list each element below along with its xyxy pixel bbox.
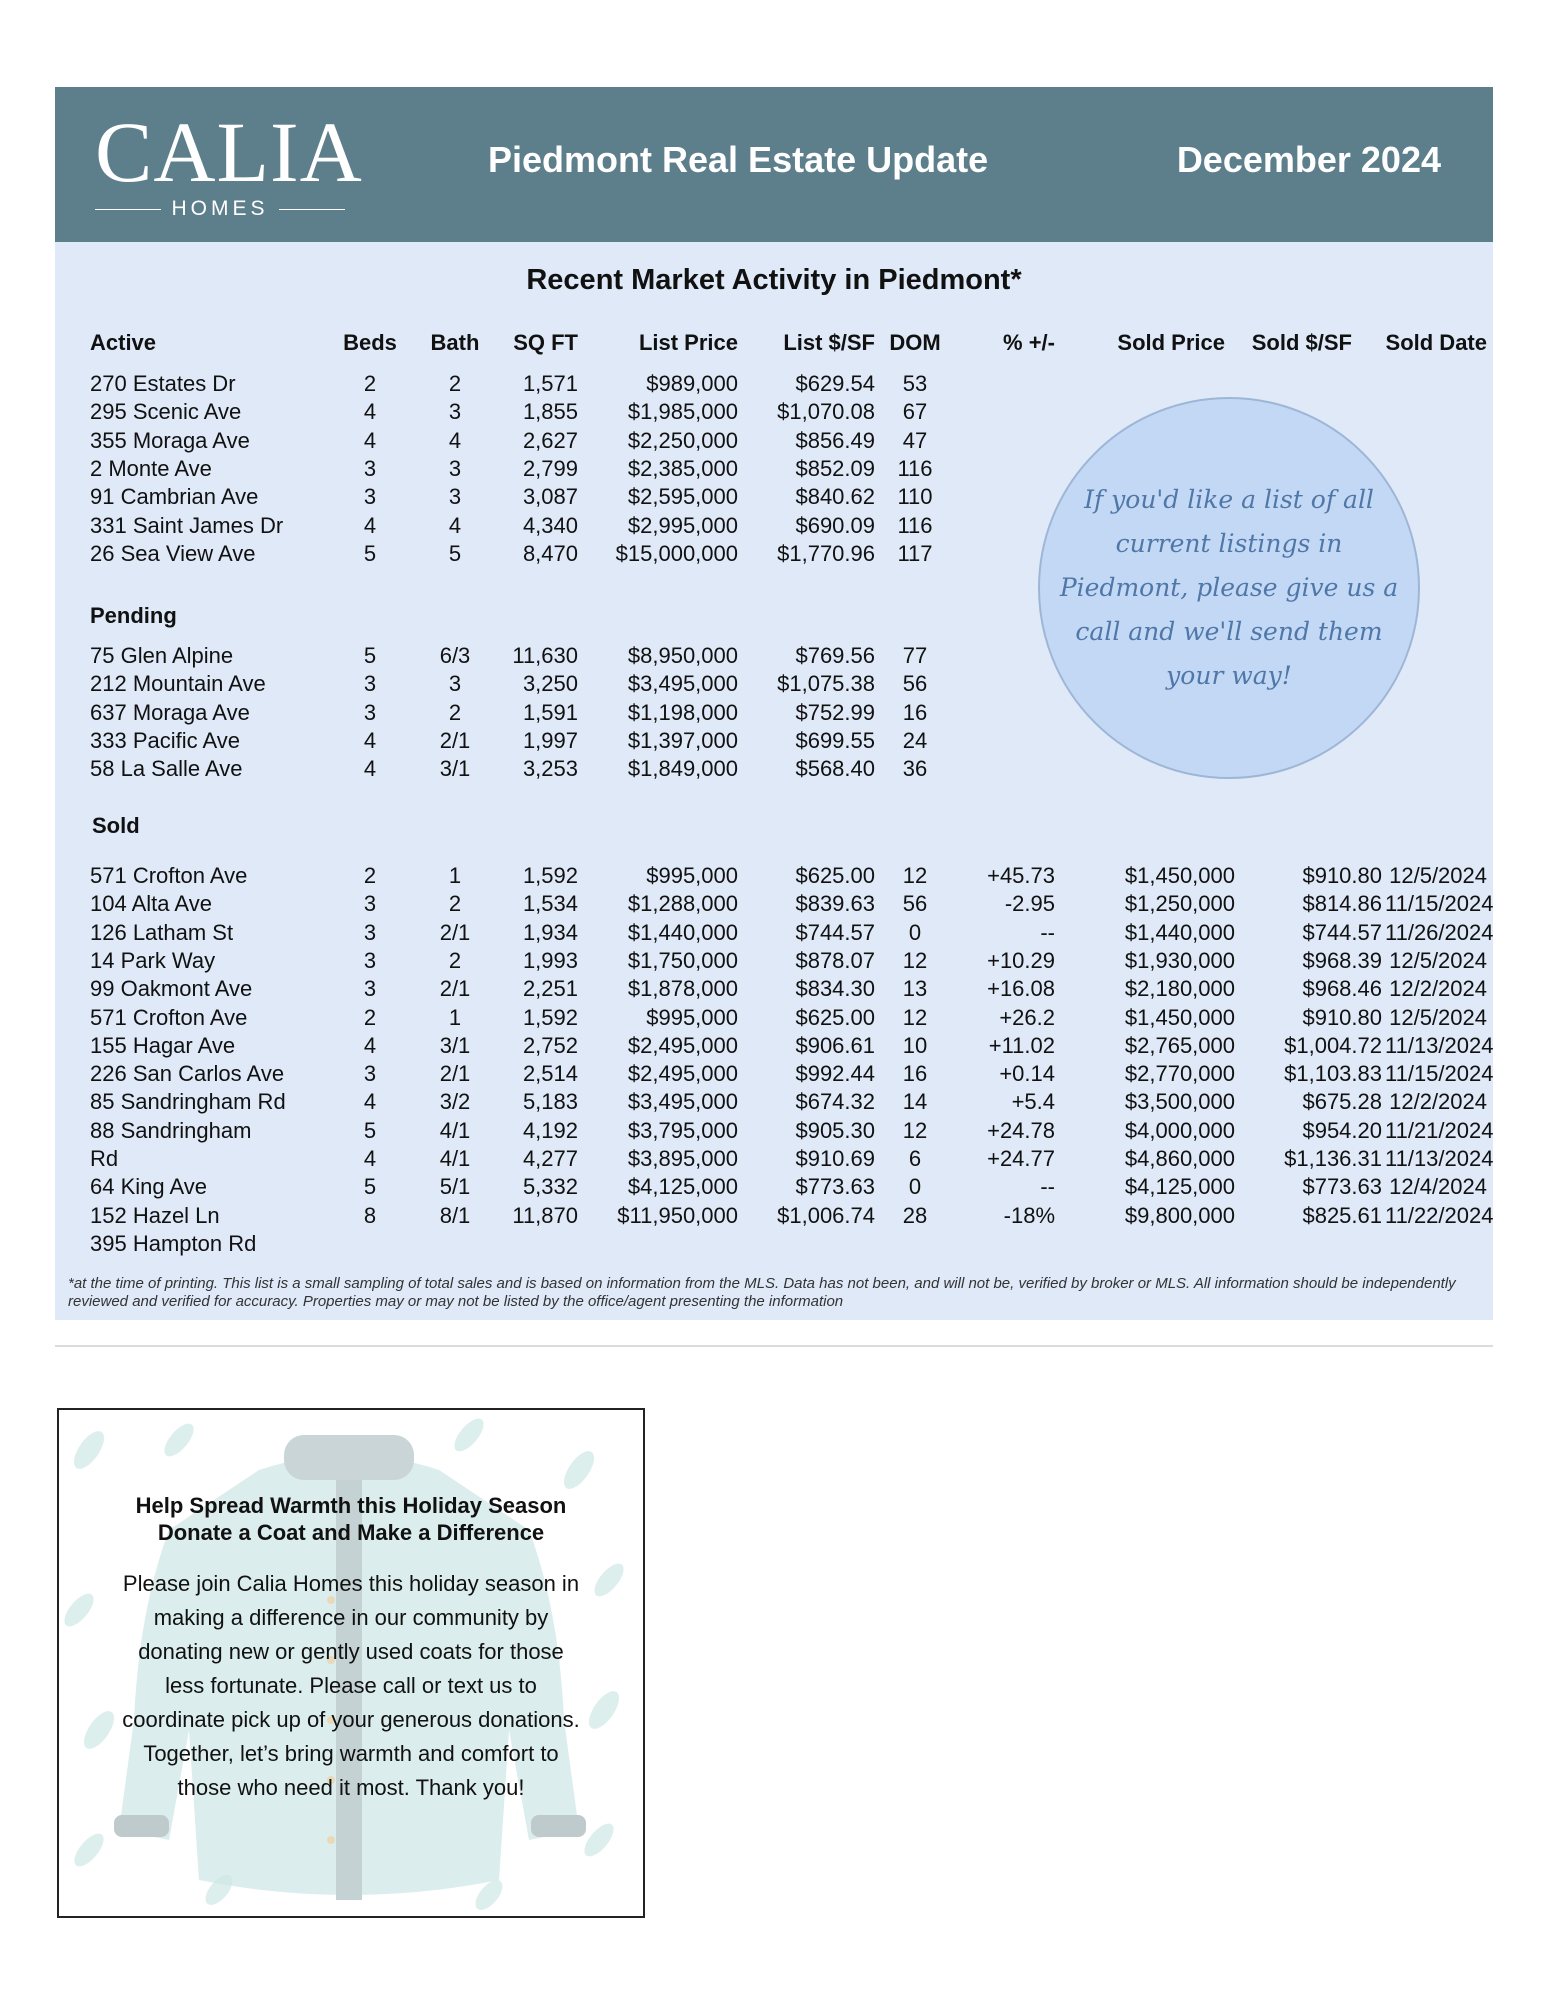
sold-row-pct: +16.08 [987, 976, 1055, 1002]
active-row-beds: 4 [363, 427, 377, 453]
column-header-pct: % +/- [1003, 330, 1055, 355]
sold-row-dom: 12 [902, 947, 928, 973]
column-header-sold-price: Sold Price [1117, 330, 1225, 355]
active-row-bath: 3 [448, 455, 462, 481]
pending-row-bath: 2/1 [439, 727, 471, 753]
sold-row-list-price: $11,950,000 [617, 1202, 738, 1228]
sold-row-bath: 3/2 [439, 1089, 471, 1115]
column-header-beds: Beds [343, 330, 397, 355]
logo-subtitle: HOMES [171, 197, 269, 220]
column-header-sqft: SQ FT [513, 330, 578, 355]
active-row-list-psf: $1,070.08 [777, 399, 875, 425]
pending-row-dom: 77 [902, 643, 928, 668]
sold-row-pct: -- [1040, 1174, 1055, 1200]
sold-row-beds: 5 [363, 1174, 377, 1200]
pending-row-address: 333 Pacific Ave [90, 727, 241, 753]
pending-row-sqft: 11,630 [512, 643, 578, 668]
active-row-sqft: 2,627 [522, 427, 578, 453]
sold-row-sold-psf: $910.80 [1302, 1004, 1382, 1030]
sold-row-list-psf: $906.61 [795, 1032, 875, 1058]
active-row-beds: 4 [363, 399, 377, 425]
sold-row-bath: 2/1 [439, 919, 471, 945]
pending-row-list-price: $1,198,000 [627, 699, 738, 725]
sold-row-pct: -2.95 [1004, 891, 1055, 917]
active-row-list-price: $2,995,000 [627, 512, 738, 538]
sold-row-address: 155 Hagar Ave [90, 1032, 236, 1058]
active-row-address: 26 Sea View Ave [90, 540, 256, 566]
column-header-name: Active [90, 330, 157, 355]
sold-row-address: 571 Crofton Ave [90, 1004, 248, 1030]
sold-label: Sold [92, 813, 140, 838]
sold-row-sold-price: $1,930,000 [1124, 947, 1235, 973]
sold-row-sold-date: 12/4/2024 [1389, 1174, 1487, 1200]
sold-row-bath: 1 [448, 1004, 462, 1030]
sold-row-address: 99 Oakmont Ave [90, 976, 253, 1002]
active-row-address: 331 Saint James Dr [90, 512, 284, 538]
sold-row-list-price: $1,288,000 [627, 891, 738, 917]
sold-row-sqft: 1,534 [522, 891, 578, 917]
sold-row-beds: 8 [363, 1202, 377, 1228]
sold-row-sqft: 1,934 [522, 919, 578, 945]
sold-row-sold-psf: $825.61 [1302, 1202, 1382, 1228]
active-row-bath: 4 [448, 512, 462, 538]
sold-row-sold-price: $1,440,000 [1124, 919, 1235, 945]
sold-row-sold-price: $4,125,000 [1124, 1174, 1235, 1200]
sold-row-sold-price: $3,500,000 [1124, 1089, 1235, 1115]
pending-row-sqft: 3,250 [522, 671, 578, 697]
active-row-address: 2 Monte Ave [90, 455, 212, 481]
sold-row-beds: 4 [363, 1089, 377, 1115]
pending-row-address: 212 Mountain Ave [90, 671, 266, 697]
active-row-sqft: 4,340 [522, 512, 578, 538]
active-row-dom: 67 [902, 399, 928, 425]
sold-row-bath: 8/1 [439, 1202, 471, 1228]
pending-row-beds: 3 [363, 699, 377, 725]
section-title: Recent Market Activity in Piedmont* [526, 264, 1022, 296]
pending-row-dom: 56 [902, 671, 928, 697]
sold-row-list-price: $2,495,000 [627, 1061, 738, 1087]
pending-row-beds: 4 [363, 727, 377, 753]
sold-row-address: 88 Sandringham [90, 1117, 252, 1143]
sold-row-dom: 14 [902, 1089, 928, 1115]
sold-row-list-psf: $992.44 [795, 1061, 875, 1087]
sold-row-beds: 3 [363, 976, 377, 1002]
active-row-bath: 4 [448, 427, 462, 453]
active-row-list-price: $15,000,000 [615, 540, 738, 566]
active-row-address: 355 Moraga Ave [90, 427, 250, 453]
sold-row-sold-date: 11/13/2024 [1385, 1032, 1494, 1058]
sold-row-list-price: $1,878,000 [627, 976, 738, 1002]
column-header-sold-psf: Sold $/SF [1251, 330, 1352, 355]
sold-row-list-psf: $1,006.74 [777, 1202, 875, 1228]
pending-row-address: 75 Glen Alpine [90, 643, 234, 668]
active-row-list-psf: $840.62 [795, 484, 875, 510]
sold-row-sold-date: 11/15/2024 [1385, 891, 1494, 917]
sold-row-sold-price: $4,000,000 [1124, 1117, 1235, 1143]
active-row-dom: 53 [902, 371, 928, 396]
pending-row-beds: 5 [363, 643, 377, 668]
pending-row-dom: 36 [902, 756, 928, 782]
sold-row-beds: 4 [363, 1146, 377, 1171]
sold-row-pct: +24.77 [987, 1146, 1055, 1171]
sold-row-sold-price: $1,450,000 [1124, 1004, 1235, 1030]
active-row-list-psf: $856.49 [795, 427, 875, 453]
sold-row-sold-date: 11/21/2024 [1385, 1117, 1494, 1143]
sold-row-pct: +5.4 [1011, 1089, 1055, 1115]
column-header-bath: Bath [430, 330, 480, 355]
sold-row-sqft: 2,514 [522, 1061, 578, 1087]
active-row-dom: 116 [897, 512, 933, 538]
pending-row-dom: 24 [902, 727, 928, 753]
sold-row-address: 64 King Ave [90, 1174, 208, 1200]
column-header-list-psf: List $/SF [783, 330, 875, 355]
active-row-sqft: 3,087 [522, 484, 578, 510]
active-row-list-price: $989,000 [646, 371, 738, 396]
pending-row-bath: 3 [448, 671, 462, 697]
sold-row-beds: 4 [363, 1032, 377, 1058]
sold-row-pct: +24.78 [987, 1117, 1055, 1143]
active-row-dom: 47 [902, 427, 928, 453]
sold-row-list-psf: $834.30 [795, 976, 875, 1002]
active-row-list-price: $1,985,000 [627, 399, 738, 425]
sold-row-list-price: $3,795,000 [627, 1117, 738, 1143]
sold-row-pct: +10.29 [987, 947, 1055, 973]
sold-row-list-psf: $773.63 [795, 1174, 875, 1200]
listings-callout-text: If you'd like a list of all current listings in Piedmont, please give us a call and we'll send them your way! [1059, 485, 1399, 690]
active-row-beds: 2 [363, 371, 377, 396]
sold-row-sold-psf: $1,136.31 [1284, 1146, 1382, 1171]
sold-row-sold-price: $2,180,000 [1124, 976, 1235, 1002]
sold-row-sold-psf: $1,004.72 [1284, 1032, 1382, 1058]
pending-row-list-psf: $699.55 [795, 727, 875, 753]
sold-row-beds: 3 [363, 947, 377, 973]
sold-row-sold-psf: $675.28 [1302, 1089, 1382, 1115]
sold-row-list-price: $995,000 [646, 1004, 738, 1030]
sold-row-sqft: 5,332 [522, 1174, 578, 1200]
sold-row-list-price: $2,495,000 [627, 1032, 738, 1058]
sold-row-sqft: 4,277 [522, 1146, 578, 1171]
sold-row-dom: 12 [902, 1117, 928, 1143]
pending-row-list-price: $1,397,000 [627, 727, 738, 753]
sold-row-list-psf: $905.30 [795, 1117, 875, 1143]
pending-row-bath: 6/3 [439, 643, 471, 668]
sold-row-dom: 12 [902, 863, 928, 888]
sold-row-beds: 3 [363, 1061, 377, 1087]
sold-row-sold-price: $1,450,000 [1124, 863, 1235, 888]
sold-row-list-price: $1,440,000 [627, 919, 738, 945]
listings-callout-circle [1038, 397, 1420, 779]
logo-subtitle-row [95, 197, 345, 221]
sold-row-pct: +0.14 [999, 1061, 1055, 1087]
sold-row-dom: 16 [902, 1061, 928, 1087]
active-row-beds: 3 [363, 484, 377, 510]
sold-row-list-price: $3,495,000 [627, 1089, 738, 1115]
sold-row-sold-price: $2,765,000 [1124, 1032, 1235, 1058]
sold-row-bath: 2/1 [439, 976, 471, 1002]
sold-row-sold-date: 12/5/2024 [1389, 1004, 1487, 1030]
sold-row-list-psf: $878.07 [795, 947, 875, 973]
sold-row-sqft: 1,592 [522, 1004, 578, 1030]
pending-row-list-psf: $1,075.38 [777, 671, 875, 697]
sold-row-address: 152 Hazel Ln [90, 1202, 220, 1228]
sold-row-dom: 28 [902, 1202, 928, 1228]
active-row-address: 270 Estates Dr [90, 371, 236, 396]
pending-row-bath: 3/1 [439, 756, 471, 782]
sold-row-pct: -- [1040, 919, 1055, 945]
sold-row-bath: 4/1 [439, 1146, 471, 1171]
sold-row-sold-psf: $954.20 [1302, 1117, 1382, 1143]
market-activity-panel [55, 242, 1493, 1320]
sold-row-list-psf: $625.00 [795, 1004, 875, 1030]
section-divider [55, 1345, 1493, 1347]
logo-wordmark: CALIA [95, 104, 363, 200]
sold-row-beds: 2 [363, 1004, 377, 1030]
pending-row-list-price: $1,849,000 [627, 756, 738, 782]
sold-row-sold-psf: $1,103.83 [1284, 1061, 1382, 1087]
sold-row-address: 14 Park Way [90, 947, 216, 973]
column-header-sold-date: Sold Date [1385, 330, 1487, 355]
newsletter-date: December 2024 [1176, 139, 1441, 180]
sold-row-list-psf: $674.32 [795, 1089, 875, 1115]
active-row-beds: 3 [363, 455, 377, 481]
active-row-list-price: $2,250,000 [627, 427, 738, 453]
sold-row-bath: 4/1 [439, 1117, 471, 1143]
sold-row-sold-date: 11/22/2024 [1385, 1202, 1494, 1228]
active-row-dom: 116 [897, 455, 933, 481]
sold-row-sold-psf: $744.57 [1302, 919, 1382, 945]
sold-row-sqft: 2,251 [522, 976, 578, 1002]
sold-row-bath: 1 [448, 863, 462, 888]
coat-drive-heading [59, 1492, 643, 1546]
sold-row-sold-psf: $968.46 [1302, 976, 1382, 1002]
sold-row-sqft: 1,993 [522, 947, 578, 973]
sold-row-beds: 5 [363, 1117, 377, 1143]
sold-row-list-price: $1,750,000 [627, 947, 738, 973]
calia-homes-logo [95, 104, 363, 221]
sold-row-sold-psf: $968.39 [1302, 947, 1382, 973]
pending-row-address: 637 Moraga Ave [90, 699, 250, 725]
pending-row-sqft: 1,591 [522, 699, 578, 725]
sold-row-sqft: 1,592 [522, 863, 578, 888]
sold-row-address: 395 Hampton Rd [90, 1230, 257, 1256]
sold-row-sold-price: $4,860,000 [1124, 1146, 1235, 1171]
sold-row-address: 126 Latham St [90, 919, 234, 945]
sold-row-sold-date: 12/2/2024 [1389, 1089, 1487, 1115]
sold-row-list-psf: $625.00 [795, 863, 875, 888]
column-header-dom: DOM [889, 330, 941, 355]
sold-row-list-price: $4,125,000 [627, 1174, 738, 1200]
sold-row-sqft: 2,752 [522, 1032, 578, 1058]
sold-row-sold-date: 11/15/2024 [1385, 1061, 1494, 1087]
sold-row-bath: 2/1 [439, 1061, 471, 1087]
active-row-list-price: $2,595,000 [627, 484, 738, 510]
sold-row-list-price: $3,895,000 [627, 1146, 738, 1171]
sold-row-dom: 0 [908, 1174, 922, 1200]
sold-row-address: 104 Alta Ave [90, 891, 212, 917]
sold-row-sold-psf: $773.63 [1302, 1174, 1382, 1200]
active-row-list-psf: $852.09 [795, 455, 875, 481]
sold-row-sold-psf: $814.86 [1302, 891, 1382, 917]
sold-row-sqft: 5,183 [522, 1089, 578, 1115]
active-row-sqft: 8,470 [522, 540, 578, 566]
pending-row-beds: 3 [363, 671, 377, 697]
active-row-bath: 3 [448, 399, 462, 425]
active-row-beds: 5 [363, 540, 377, 566]
pending-label: Pending [90, 603, 177, 628]
pending-row-beds: 4 [363, 756, 377, 782]
logo-line-left [95, 209, 161, 210]
pending-row-dom: 16 [902, 699, 928, 725]
sold-row-address: Rd [90, 1146, 119, 1171]
sold-row-bath: 2 [448, 891, 462, 917]
sold-row-bath: 3/1 [439, 1032, 471, 1058]
sold-row-address: 85 Sandringham Rd [90, 1089, 286, 1115]
pending-row-list-price: $8,950,000 [627, 643, 738, 668]
active-row-address: 91 Cambrian Ave [90, 484, 259, 510]
sold-row-sold-date: 12/5/2024 [1389, 863, 1487, 888]
sold-row-list-psf: $839.63 [795, 891, 875, 917]
active-row-dom: 117 [897, 540, 933, 566]
active-row-sqft: 2,799 [522, 455, 578, 481]
sold-row-list-psf: $910.69 [795, 1146, 875, 1171]
coat-drive-heading-line2: Donate a Coat and Make a Difference [157, 1520, 545, 1545]
sold-row-sold-psf: $910.80 [1302, 863, 1382, 888]
sold-row-address: 571 Crofton Ave [90, 863, 248, 888]
sold-row-dom: 56 [902, 891, 928, 917]
active-row-bath: 2 [448, 371, 462, 396]
sold-row-pct: -18% [1003, 1202, 1055, 1228]
pending-row-list-psf: $752.99 [795, 699, 875, 725]
footnote: *at the time of printing. This list is a small sampling of total sales and is based on information from the MLS. Data has not been, and will not be, verified by broker or MLS. All information should be independently reviewed and verified for accuracy. Properties may or may not be listed by the office/agent presenting the information [68, 1275, 1456, 1310]
sold-row-address: 226 San Carlos Ave [90, 1061, 285, 1087]
coat-drive-box [57, 1408, 645, 1918]
active-row-list-psf: $690.09 [795, 512, 875, 538]
pending-row-list-psf: $568.40 [795, 756, 875, 782]
sold-row-dom: 10 [902, 1032, 928, 1058]
active-row-address: 295 Scenic Ave [90, 399, 242, 425]
sold-row-beds: 3 [363, 919, 377, 945]
sold-row-beds: 2 [363, 863, 377, 888]
active-row-sqft: 1,571 [522, 371, 578, 396]
coat-drive-heading-line1: Help Spread Warmth this Holiday Season [135, 1493, 567, 1518]
sold-row-pct: +11.02 [988, 1032, 1055, 1058]
active-row-sqft: 1,855 [522, 399, 578, 425]
sold-row-beds: 3 [363, 891, 377, 917]
active-row-beds: 4 [363, 512, 377, 538]
column-header-list-price: List Price [638, 330, 738, 355]
sold-row-bath: 2 [448, 947, 462, 973]
sold-row-pct: +45.73 [987, 863, 1055, 888]
sold-row-pct: +26.2 [999, 1004, 1055, 1030]
active-row-list-psf: $629.54 [795, 371, 875, 396]
active-row-bath: 3 [448, 484, 462, 510]
sold-row-sold-date: 11/13/2024 [1385, 1146, 1494, 1171]
pending-row-sqft: 3,253 [522, 756, 578, 782]
header-banner [55, 87, 1493, 242]
sold-row-bath: 5/1 [439, 1174, 471, 1200]
coat-drive-body: Please join Calia Homes this holiday season in making a difference in our community by donating new or gently used coats for those less fortunate. Please call or text us to coordinate pick up of your generous donations. Together, let’s bring warmth and comfort to those who need it most. Thank you! [122, 1571, 580, 1800]
sold-row-sold-date: 12/2/2024 [1389, 976, 1487, 1002]
sold-row-sqft: 4,192 [522, 1117, 578, 1143]
sold-row-dom: 13 [902, 976, 928, 1002]
active-row-list-psf: $1,770.96 [777, 540, 875, 566]
sold-row-sold-date: 11/26/2024 [1385, 919, 1494, 945]
sold-row-sqft: 11,870 [512, 1202, 578, 1228]
newsletter-title: Piedmont Real Estate Update [488, 139, 989, 180]
pending-row-bath: 2 [448, 699, 462, 725]
active-row-dom: 110 [897, 484, 933, 510]
sold-row-list-price: $995,000 [646, 863, 738, 888]
logo-line-right [279, 209, 345, 210]
sold-row-dom: 0 [908, 919, 922, 945]
sold-row-sold-price: $1,250,000 [1124, 891, 1235, 917]
sold-row-sold-price: $2,770,000 [1124, 1061, 1235, 1087]
sold-row-sold-price: $9,800,000 [1124, 1202, 1235, 1228]
sold-row-sold-date: 12/5/2024 [1389, 947, 1487, 973]
active-row-list-price: $2,385,000 [627, 455, 738, 481]
sold-row-list-psf: $744.57 [795, 919, 875, 945]
sold-row-dom: 12 [902, 1004, 928, 1030]
active-row-bath: 5 [448, 540, 462, 566]
sold-row-dom: 6 [908, 1146, 922, 1171]
pending-row-address: 58 La Salle Ave [90, 756, 243, 782]
pending-row-sqft: 1,997 [522, 727, 578, 753]
pending-row-list-price: $3,495,000 [627, 671, 738, 697]
pending-row-list-psf: $769.56 [795, 643, 875, 668]
